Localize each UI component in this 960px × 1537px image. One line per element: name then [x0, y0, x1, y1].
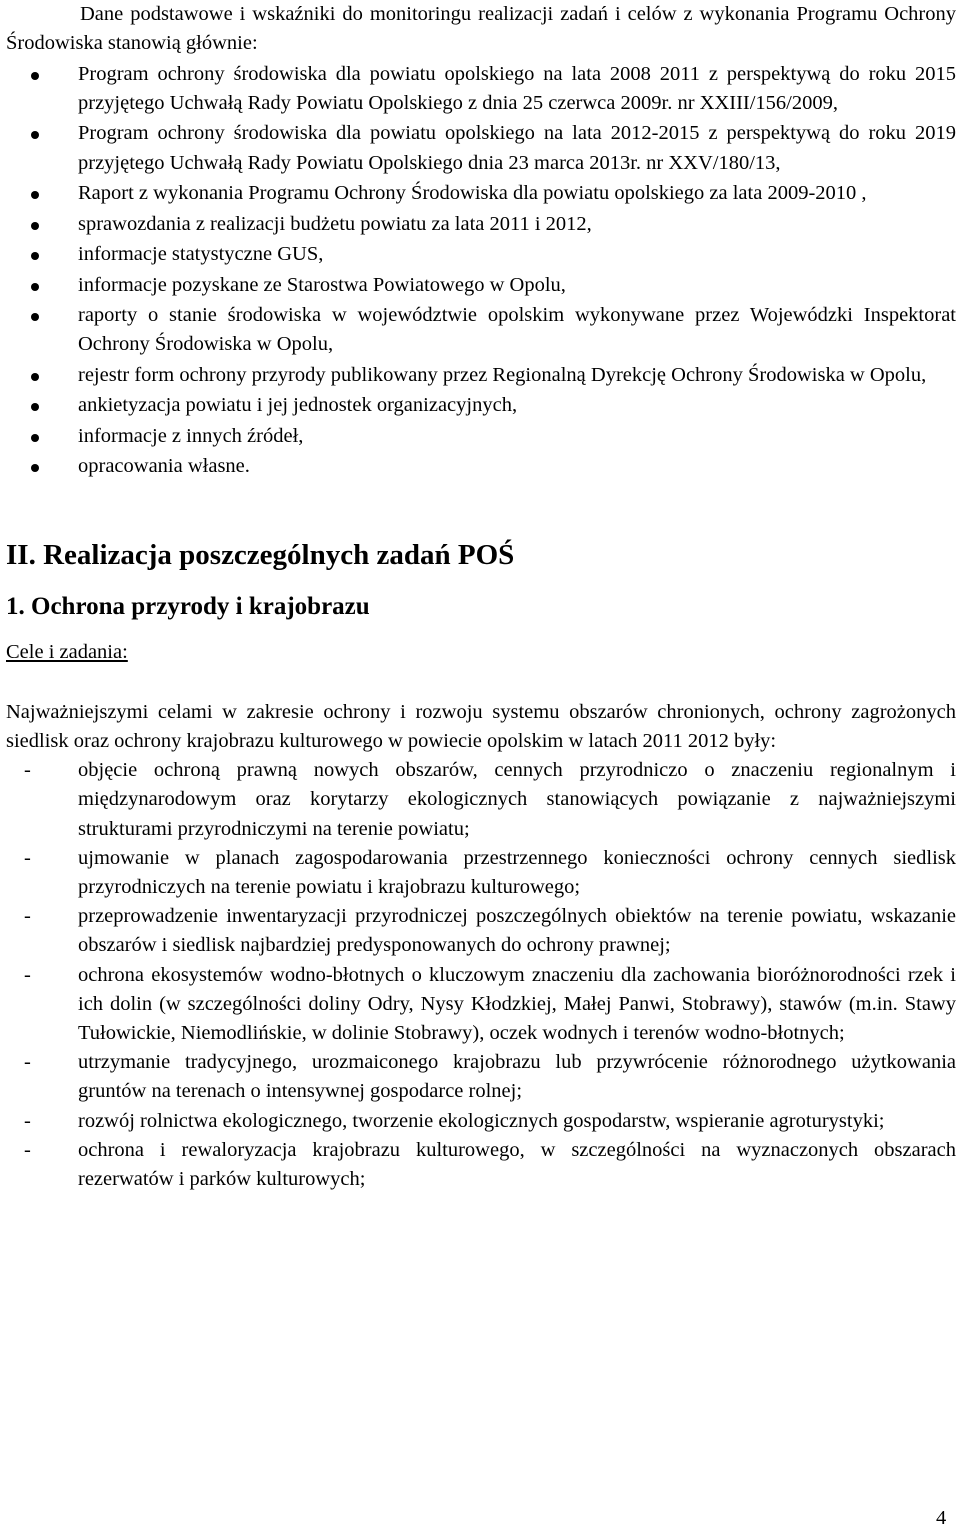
- intro-paragraph: Dane podstawowe i wskaźniki do monitoringu realizacji zadań i celów z wykonania Programu Ochrony Środowiska stanowią głównie:: [6, 3, 956, 55]
- list-item-text: ochrona i rewaloryzacja krajobrazu kulturowego, w szczególności na wyznaczonych obszarach rezerwatów i parków kulturowych;: [78, 1138, 956, 1190]
- list-item: [6, 1136, 956, 1194]
- list-item-text: przeprowadzenie inwentaryzacji przyrodniczej poszczególnych obiektów na terenie powiatu, wskazanie obszarów i siedlisk najbardziej predysponowanych do ochrony prawnej;: [78, 905, 956, 957]
- page-number: 4: [936, 1507, 947, 1529]
- list-item-text: Program ochrony środowiska dla powiatu opolskiego na lata 2012-2015 z perspektywą do roku 2019 przyjętego Uchwałą Rady Powiatu Opolskiego dnia 23 marca 2013r. nr XXV/180/13,: [78, 122, 956, 174]
- list-item-text: informacje z innych źródeł,: [78, 424, 304, 447]
- bullet-icon: [31, 252, 39, 260]
- list-item: [6, 452, 956, 481]
- list-item-text: informacje pozyskane ze Starostwa Powiatowego w Opolu,: [78, 273, 566, 296]
- bullet-icon: [31, 72, 39, 80]
- list-item: [6, 756, 956, 844]
- dash-marker: -: [24, 963, 31, 986]
- bullet-icon: [31, 434, 39, 442]
- list-item-text: raporty o stanie środowiska w województwie opolskim wykonywane przez Wojewódzki Inspektorat Ochrony Środowiska w Opolu,: [78, 304, 956, 356]
- list-item-text: ochrona ekosystemów wodno-błotnych o kluczowym znaczeniu dla zachowania bioróżnorodności rzek i ich dolin (w szczególności doliny Odry, Nysy Kłodzkiej, Małej Panwi, Stobrawy), stawów (m.in. Stawy Tułowickie, Niemodlińskie, w dolinie Stobrawy), oczek wodnych i terenów wodno-błotnych;: [78, 963, 956, 1044]
- bullet-icon: [31, 222, 39, 230]
- dash-marker: -: [24, 1051, 31, 1074]
- list-item: [6, 902, 956, 960]
- list-item-text: opracowania własne.: [78, 455, 250, 478]
- goals-label: Cele i zadania:: [6, 640, 128, 663]
- list-item-text: rejestr form ochrony przyrody publikowany przez Regionalną Dyrekcję Ochrony Środowiska w Opolu,: [78, 363, 927, 386]
- list-item-text: informacje statystyczne GUS,: [78, 243, 324, 266]
- list-item: [6, 961, 956, 1049]
- list-item: [6, 240, 956, 269]
- list-item: [6, 361, 956, 390]
- bullet-icon: [31, 403, 39, 411]
- goals-list: [6, 756, 956, 1194]
- bullet-icon: [31, 373, 39, 381]
- list-item: [6, 271, 956, 300]
- dash-marker: -: [24, 905, 31, 928]
- list-item-text: rozwój rolnictwa ekologicznego, tworzenie ekologicznych gospodarstw, wspieranie agroturystyki;: [78, 1109, 885, 1132]
- list-item: [6, 391, 956, 420]
- list-item-text: Program ochrony środowiska dla powiatu opolskiego na lata 2008 2011 z perspektywą do roku 2015 przyjętego Uchwałą Rady Powiatu Opolskiego z dnia 25 czerwca 2009r. nr XXIII/156/2009,: [78, 62, 956, 114]
- list-item-text: objęcie ochroną prawną nowych obszarów, cennych przyrodniczo o znaczeniu regionalnym i międzynarodowym oraz korytarzy ekologicznych stanowiących powiązanie z najważniejszymi strukturami przyrodniczymi na terenie powiatu;: [78, 759, 956, 840]
- list-item: [6, 210, 956, 239]
- document-page: [6, 0, 956, 1194]
- dash-marker: -: [24, 759, 31, 782]
- list-item-text: ujmowanie w planach zagospodarowania przestrzennego konieczności ochrony cennych siedlisk przyrodniczych na terenie powiatu i krajobrazu kulturowego;: [78, 846, 956, 898]
- list-item: [6, 301, 956, 359]
- section-title: II. Realizacja poszczególnych zadań POŚ: [6, 538, 515, 571]
- list-item: [6, 60, 956, 118]
- bullet-icon: [31, 313, 39, 321]
- list-item: [6, 1048, 956, 1106]
- list-item-text: utrzymanie tradycyjnego, urozmaiconego krajobrazu lub przywrócenie różnorodnego użytkowania gruntów na terenach o intensywnej gospodarce rolnej;: [78, 1051, 956, 1103]
- dash-marker: -: [24, 1109, 31, 1132]
- bullet-icon: [31, 131, 39, 139]
- bullet-icon: [31, 191, 39, 199]
- goals-intro-paragraph: Najważniejszymi celami w zakresie ochrony i rozwoju systemu obszarów chronionych, ochrony zagrożonych siedlisk oraz ochrony krajobrazu kulturowego w powiecie opolskim w latach 2011 2012 były:: [6, 700, 956, 752]
- sources-list: [6, 60, 956, 482]
- list-item-text: Raport z wykonania Programu Ochrony Środowiska dla powiatu opolskiego za lata 2009-2010 ,: [78, 182, 867, 205]
- list-item-text: ankietyzacja powiatu i jej jednostek organizacyjnych,: [78, 394, 518, 417]
- subsection-title: 1. Ochrona przyrody i krajobrazu: [6, 592, 370, 620]
- list-item: [6, 422, 956, 451]
- dash-marker: -: [24, 846, 31, 869]
- list-item-text: sprawozdania z realizacji budżetu powiatu za lata 2011 i 2012,: [78, 212, 592, 235]
- bullet-icon: [31, 283, 39, 291]
- list-item: [6, 844, 956, 902]
- bullet-icon: [31, 464, 39, 472]
- dash-marker: -: [24, 1138, 31, 1161]
- list-item: [6, 119, 956, 177]
- list-item: [6, 1107, 956, 1136]
- list-item: [6, 179, 956, 208]
